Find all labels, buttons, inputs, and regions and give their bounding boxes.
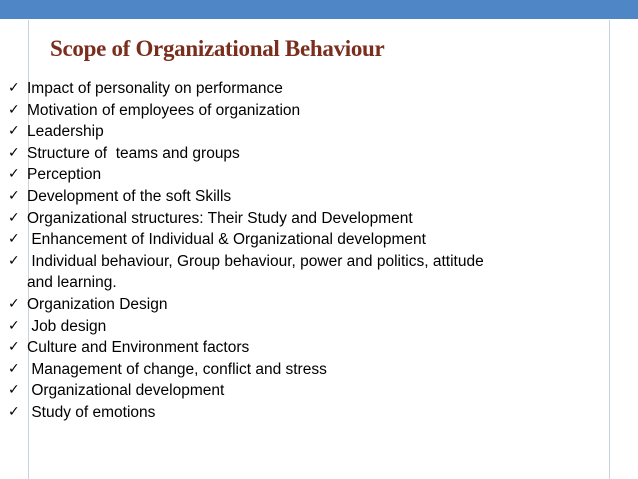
bullet-text: Leadership [27, 123, 104, 141]
check-icon: ✓ [8, 209, 20, 226]
bullet-text: Motivation of employees of organization [27, 101, 301, 119]
bullet-text: Structure of teams and groups [27, 144, 240, 162]
bullet-text: Culture and Environment factors [27, 339, 250, 357]
bullet-text: Development of the soft Skills [27, 187, 232, 205]
check-icon: ✓ [8, 80, 20, 96]
list-item [8, 316, 608, 338]
bullet-text: Organization Design [27, 295, 168, 313]
bullet-text: Job design [27, 317, 107, 335]
list-item [8, 164, 608, 186]
check-icon: ✓ [8, 187, 20, 204]
check-icon: ✓ [8, 360, 20, 377]
check-icon: ✓ [8, 317, 20, 334]
check-icon: ✓ [8, 295, 20, 312]
list-item [8, 380, 608, 402]
list-item [8, 251, 608, 294]
bullet-text: Organizational development [27, 382, 225, 400]
check-icon: ✓ [8, 231, 20, 248]
check-icon: ✓ [8, 339, 20, 356]
slide-title: Scope of Organizational Behaviour [50, 36, 385, 61]
check-icon: ✓ [8, 382, 20, 399]
bullet-text: Organizational structures: Their Study and Development [27, 209, 413, 227]
list-item [8, 294, 608, 316]
bullet-text: Individual behaviour, Group behaviour, power and politics, attitude and learning. [27, 252, 489, 292]
list-item [8, 402, 608, 424]
check-icon: ✓ [8, 144, 20, 161]
check-icon: ✓ [8, 123, 20, 140]
list-item [8, 229, 608, 251]
check-icon: ✓ [8, 252, 20, 269]
list-item [8, 121, 608, 143]
slide-frame-right [609, 20, 610, 479]
check-icon: ✓ [8, 101, 20, 118]
check-icon: ✓ [8, 403, 20, 420]
list-item [8, 143, 608, 165]
list-item [8, 337, 608, 359]
top-accent-bar [0, 0, 638, 19]
bullet-text: Study of emotions [27, 403, 156, 421]
top-accent-divider [0, 19, 638, 21]
bullet-text: Impact of personality on performance [27, 80, 283, 97]
list-item [8, 208, 608, 230]
check-icon: ✓ [8, 166, 20, 183]
list-item [8, 186, 608, 208]
bullet-list [8, 78, 608, 424]
list-item [8, 359, 608, 381]
bullet-text: Enhancement of Individual & Organizational development [27, 231, 426, 249]
list-item [8, 78, 608, 100]
bullet-text: Management of change, conflict and stress [27, 360, 327, 378]
list-item [8, 100, 608, 122]
bullet-text: Perception [27, 166, 102, 184]
